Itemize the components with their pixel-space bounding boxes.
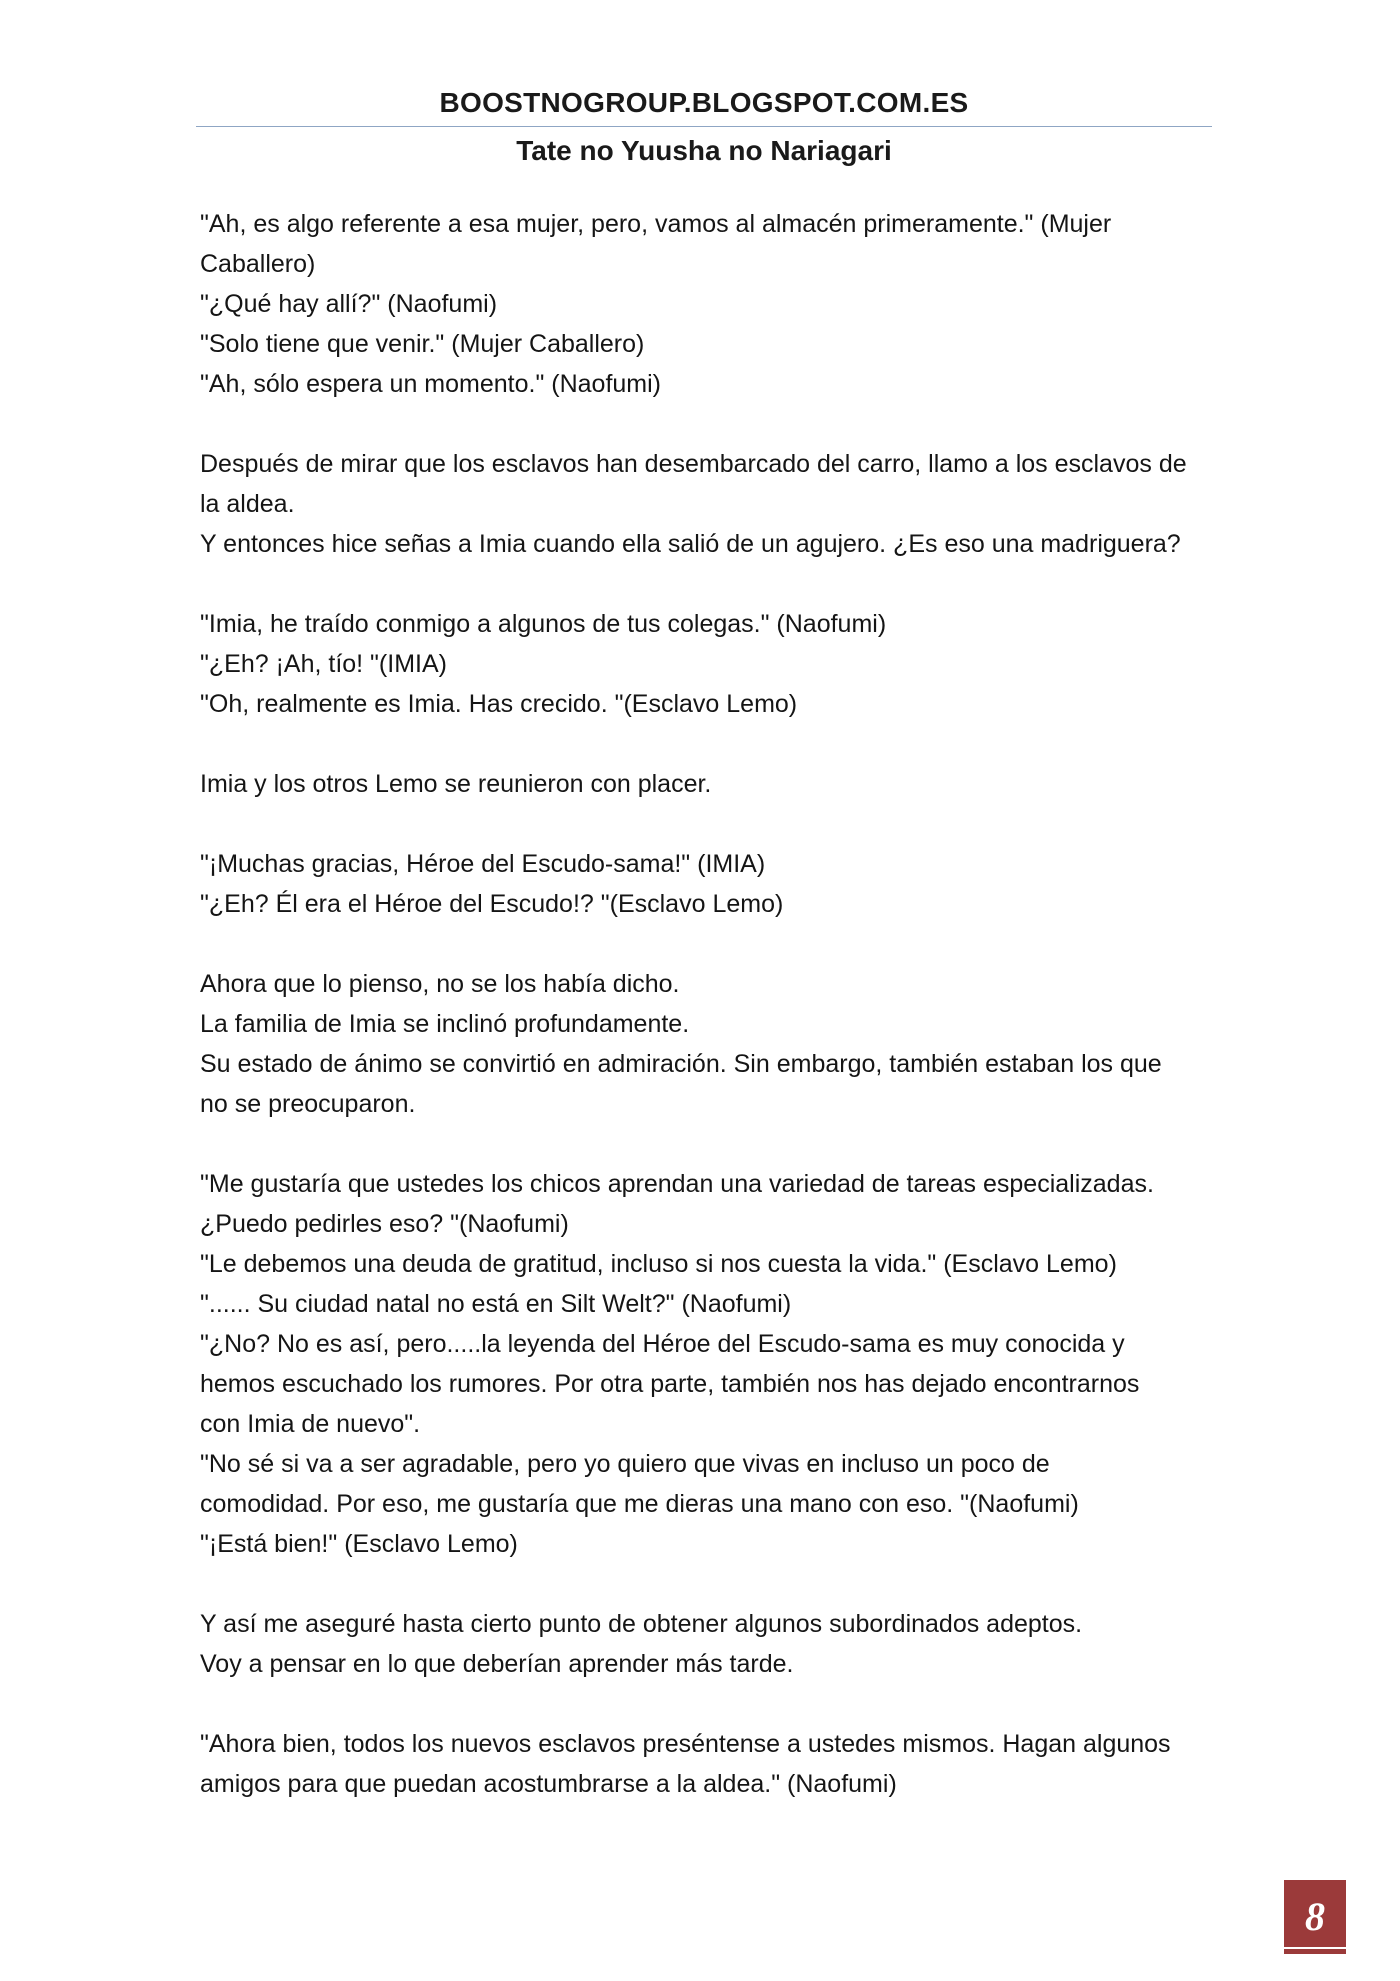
text-line: Su estado de ánimo se convirtió en admiración. Sin embargo, también estaban los que — [200, 1050, 1162, 1078]
text-line: "Ahora bien, todos los nuevos esclavos preséntense a ustedes mismos. Hagan algunos — [200, 1730, 1171, 1758]
paragraph — [200, 444, 1212, 564]
text-line: "Ah, sólo espera un momento." (Naofumi) — [200, 370, 662, 398]
text-line: La familia de Imia se inclinó profundamente. — [200, 1010, 690, 1038]
text-line: "¿No? No es así, pero.....la leyenda del Héroe del Escudo-sama es muy conocida y — [200, 1330, 1125, 1358]
text-line: "...... Su ciudad natal no está en Silt Welt?" (Naofumi) — [200, 1290, 792, 1318]
text-line: comodidad. Por eso, me gustaría que me dieras una mano con eso. "(Naofumi) — [200, 1490, 1079, 1518]
text-line: "¡Está bien!" (Esclavo Lemo) — [200, 1530, 518, 1558]
text-line: "Le debemos una deuda de gratitud, incluso si nos cuesta la vida." (Esclavo Lemo) — [200, 1250, 1117, 1278]
text-line: hemos escuchado los rumores. Por otra parte, también nos has dejado encontrarnos — [200, 1370, 1140, 1398]
text-line: con Imia de nuevo". — [200, 1410, 421, 1438]
text-line: Ahora que lo pienso, no se los había dicho. — [200, 970, 680, 998]
text-line: amigos para que puedan acostumbrarse a la aldea." (Naofumi) — [200, 1770, 897, 1798]
paragraph — [200, 1724, 1212, 1804]
text-line: "¿Qué hay allí?" (Naofumi) — [200, 290, 498, 318]
text-line: "Oh, realmente es Imia. Has crecido. "(Esclavo Lemo) — [200, 690, 798, 718]
text-line: "No sé si va a ser agradable, pero yo quiero que vivas en incluso un poco de — [200, 1450, 1050, 1478]
paragraph — [200, 1164, 1212, 1564]
paragraph — [200, 844, 1212, 924]
page-number-badge: 8 — [1284, 1880, 1346, 1954]
text-line: Después de mirar que los esclavos han desembarcado del carro, llamo a los esclavos de — [200, 450, 1187, 478]
text-line: "¿Eh? ¡Ah, tío! "(IMIA) — [200, 650, 447, 678]
body-text — [200, 204, 1212, 1804]
text-line: Y entonces hice señas a Imia cuando ella salió de un agujero. ¿Es eso una madriguera? — [200, 530, 1181, 558]
text-line: Voy a pensar en lo que deberían aprender más tarde. — [200, 1650, 794, 1678]
site-header: BOOSTNOGROUP.BLOGSPOT.COM.ES — [439, 87, 969, 118]
text-line: "¡Muchas gracias, Héroe del Escudo-sama!" (IMIA) — [200, 850, 766, 878]
paragraph — [200, 604, 1212, 724]
text-line: "Solo tiene que venir." (Mujer Caballero) — [200, 330, 645, 358]
text-line: no se preocuparon. — [200, 1090, 416, 1118]
paragraph — [200, 1604, 1212, 1684]
text-line: "Me gustaría que ustedes los chicos aprendan una variedad de tareas especializadas. — [200, 1170, 1154, 1198]
paragraph — [200, 764, 1212, 804]
page-number-underline — [1284, 1947, 1346, 1949]
text-line: "Ah, es algo referente a esa mujer, pero, vamos al almacén primeramente." (Mujer — [200, 210, 1112, 238]
text-line: "Imia, he traído conmigo a algunos de tus colegas." (Naofumi) — [200, 610, 887, 638]
text-line: "¿Eh? Él era el Héroe del Escudo!? "(Esclavo Lemo) — [200, 890, 784, 918]
paragraph — [200, 204, 1212, 404]
text-line: Y así me aseguré hasta cierto punto de obtener algunos subordinados adeptos. — [200, 1610, 1083, 1638]
text-line: Caballero) — [200, 250, 316, 278]
text-line: la aldea. — [200, 490, 295, 518]
paragraph — [200, 964, 1212, 1124]
text-line: ¿Puedo pedirles eso? "(Naofumi) — [200, 1210, 569, 1238]
header-divider — [196, 126, 1212, 127]
document-title: Tate no Yuusha no Nariagari — [516, 135, 892, 166]
text-line: Imia y los otros Lemo se reunieron con placer. — [200, 770, 712, 798]
